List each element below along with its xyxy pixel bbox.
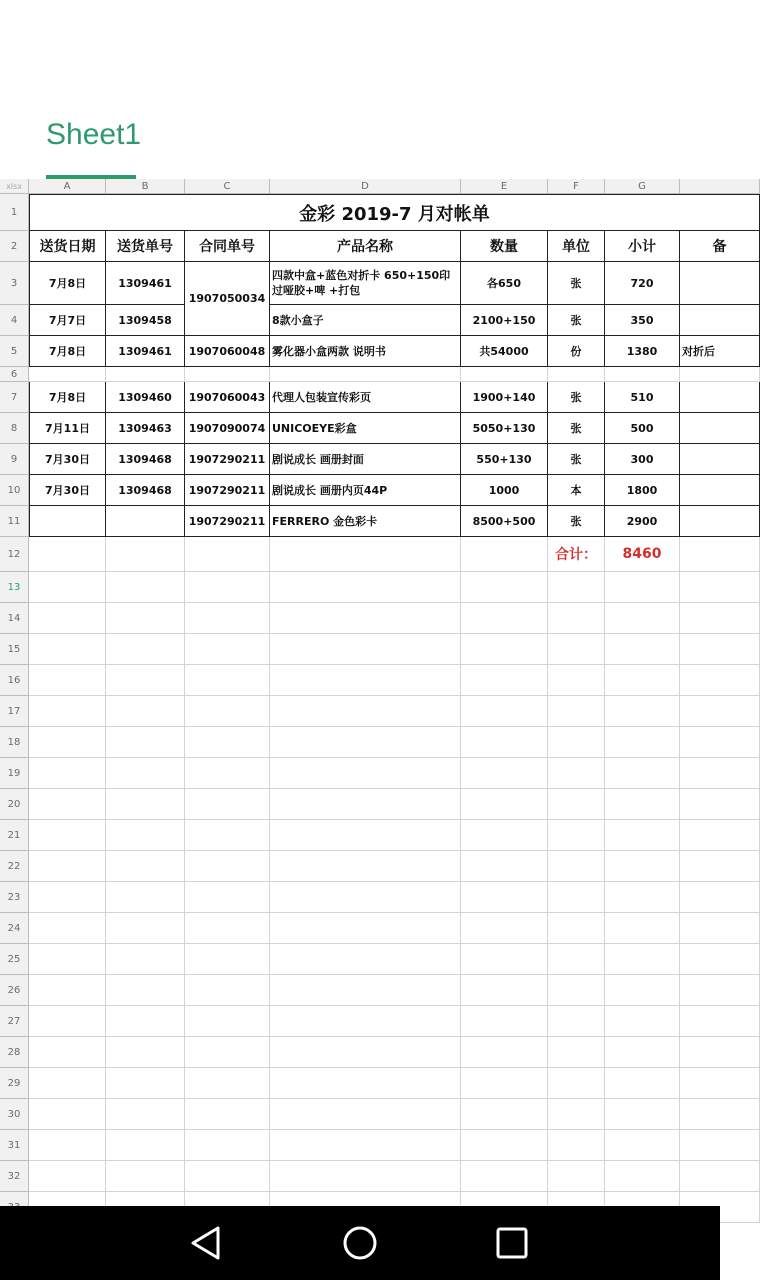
empty-cell[interactable] xyxy=(270,820,461,851)
column-header[interactable]: D xyxy=(270,179,461,194)
date-cell[interactable]: 7月8日 xyxy=(29,262,106,305)
empty-cell[interactable] xyxy=(29,851,106,882)
qty-cell[interactable]: 1000 xyxy=(461,475,548,506)
empty-cell[interactable] xyxy=(270,882,461,913)
row-header[interactable]: 1 xyxy=(0,194,29,231)
empty-cell[interactable] xyxy=(680,1130,760,1161)
total-label[interactable]: 合计： xyxy=(548,537,605,572)
empty-cell[interactable] xyxy=(461,1161,548,1192)
empty-cell[interactable] xyxy=(106,665,185,696)
empty-cell[interactable] xyxy=(680,603,760,634)
empty-cell[interactable] xyxy=(29,1099,106,1130)
row-header[interactable]: 23 xyxy=(0,882,29,913)
empty-cell[interactable] xyxy=(680,820,760,851)
empty-cell[interactable] xyxy=(461,975,548,1006)
empty-cell[interactable] xyxy=(106,851,185,882)
empty-cell[interactable] xyxy=(270,851,461,882)
empty-cell[interactable] xyxy=(29,789,106,820)
unit-cell[interactable]: 张 xyxy=(548,262,605,305)
column-header[interactable]: C xyxy=(185,179,270,194)
empty-cell[interactable] xyxy=(680,665,760,696)
empty-cell[interactable] xyxy=(605,944,680,975)
empty-cell[interactable] xyxy=(548,1037,605,1068)
spreadsheet-grid[interactable] xyxy=(0,179,727,1206)
row-header[interactable]: 24 xyxy=(0,913,29,944)
column-header[interactable]: A xyxy=(29,179,106,194)
column-header[interactable]: E xyxy=(461,179,548,194)
product-cell[interactable]: 8款小盒子 xyxy=(270,305,461,336)
back-triangle-icon[interactable] xyxy=(186,1223,226,1263)
empty-cell[interactable] xyxy=(605,1068,680,1099)
row-header[interactable]: 14 xyxy=(0,603,29,634)
empty-cell[interactable] xyxy=(270,1068,461,1099)
empty-cell[interactable] xyxy=(106,727,185,758)
empty-cell[interactable] xyxy=(461,1130,548,1161)
qty-cell[interactable]: 1900+140 xyxy=(461,382,548,413)
empty-cell[interactable] xyxy=(548,634,605,665)
corner-select-all[interactable]: xlsx xyxy=(0,179,29,194)
empty-cell[interactable] xyxy=(680,537,760,572)
subtotal-cell[interactable]: 2900 xyxy=(605,506,680,537)
empty-cell[interactable] xyxy=(185,1006,270,1037)
subtotal-cell[interactable]: 1380 xyxy=(605,336,680,367)
empty-cell[interactable] xyxy=(29,665,106,696)
sheet-tab-bar xyxy=(0,0,720,180)
empty-cell[interactable] xyxy=(548,789,605,820)
date-cell[interactable]: 7月8日 xyxy=(29,382,106,413)
empty-cell[interactable] xyxy=(106,603,185,634)
empty-cell[interactable] xyxy=(106,572,185,603)
subtotal-cell[interactable]: 300 xyxy=(605,444,680,475)
empty-cell[interactable] xyxy=(548,696,605,727)
empty-cell[interactable] xyxy=(106,789,185,820)
empty-cell[interactable] xyxy=(461,758,548,789)
unit-cell[interactable]: 份 xyxy=(548,336,605,367)
qty-cell[interactable]: 550+130 xyxy=(461,444,548,475)
empty-cell[interactable] xyxy=(106,820,185,851)
empty-cell[interactable] xyxy=(605,882,680,913)
contract-no-cell[interactable]: 1907290211 xyxy=(185,475,270,506)
empty-cell[interactable] xyxy=(185,572,270,603)
empty-cell[interactable] xyxy=(106,1068,185,1099)
empty-cell[interactable] xyxy=(461,851,548,882)
empty-cell[interactable] xyxy=(185,696,270,727)
empty-cell[interactable] xyxy=(106,913,185,944)
empty-cell[interactable] xyxy=(680,944,760,975)
row-header[interactable]: 32 xyxy=(0,1161,29,1192)
empty-cell[interactable] xyxy=(605,1006,680,1037)
contract-no-cell[interactable]: 1907290211 xyxy=(185,506,270,537)
empty-cell[interactable] xyxy=(106,975,185,1006)
delivery-no-cell[interactable] xyxy=(106,506,185,537)
column-header[interactable]: F xyxy=(548,179,605,194)
column-header[interactable]: B xyxy=(106,179,185,194)
empty-cell[interactable] xyxy=(548,1161,605,1192)
empty-cell[interactable] xyxy=(270,1130,461,1161)
qty-cell[interactable]: 5050+130 xyxy=(461,413,548,444)
header-unit[interactable]: 单位 xyxy=(548,231,605,262)
empty-cell[interactable] xyxy=(605,1099,680,1130)
empty-cell[interactable] xyxy=(29,1037,106,1068)
empty-cell[interactable] xyxy=(270,572,461,603)
empty-cell[interactable] xyxy=(461,696,548,727)
empty-cell[interactable] xyxy=(461,944,548,975)
row-header[interactable]: 18 xyxy=(0,727,29,758)
empty-cell[interactable] xyxy=(461,820,548,851)
empty-cell[interactable] xyxy=(106,1006,185,1037)
empty-cell[interactable] xyxy=(680,1068,760,1099)
subtotal-cell[interactable]: 720 xyxy=(605,262,680,305)
empty-cell[interactable] xyxy=(548,820,605,851)
row-header[interactable]: 31 xyxy=(0,1130,29,1161)
empty-cell[interactable] xyxy=(461,789,548,820)
empty-cell[interactable] xyxy=(680,1037,760,1068)
empty-cell[interactable] xyxy=(270,665,461,696)
empty-cell[interactable] xyxy=(106,1099,185,1130)
unit-cell[interactable]: 张 xyxy=(548,413,605,444)
empty-cell[interactable] xyxy=(548,1068,605,1099)
empty-cell[interactable] xyxy=(605,758,680,789)
subtotal-cell[interactable]: 1800 xyxy=(605,475,680,506)
empty-cell[interactable] xyxy=(680,1161,760,1192)
product-cell[interactable]: 四款中盒+蓝色对折卡 650+150印 过哑胶+啤 +打包 xyxy=(270,262,461,305)
note-cell[interactable] xyxy=(680,262,760,305)
empty-cell[interactable] xyxy=(548,944,605,975)
empty-cell[interactable] xyxy=(548,1130,605,1161)
empty-cell[interactable] xyxy=(461,1037,548,1068)
qty-cell[interactable] xyxy=(461,367,548,382)
empty-cell[interactable] xyxy=(185,882,270,913)
qty-cell[interactable]: 各650 xyxy=(461,262,548,305)
contract-no-cell[interactable] xyxy=(185,367,270,382)
header-note[interactable]: 备 xyxy=(680,231,760,262)
row-header[interactable]: 3 xyxy=(0,262,29,305)
delivery-no-cell[interactable]: 1309461 xyxy=(106,336,185,367)
empty-cell[interactable] xyxy=(29,1068,106,1099)
date-cell[interactable]: 7月7日 xyxy=(29,305,106,336)
date-cell[interactable]: 7月8日 xyxy=(29,336,106,367)
delivery-no-cell[interactable]: 1309461 xyxy=(106,262,185,305)
row-header[interactable]: 13 xyxy=(0,572,29,603)
empty-cell[interactable] xyxy=(680,1099,760,1130)
total-value[interactable]: 8460 xyxy=(605,537,680,572)
row-header[interactable]: 25 xyxy=(0,944,29,975)
empty-cell[interactable] xyxy=(680,789,760,820)
product-cell[interactable]: 剧说成长 画册内页44P xyxy=(270,475,461,506)
empty-cell[interactable] xyxy=(270,634,461,665)
empty-cell[interactable] xyxy=(185,634,270,665)
empty-cell[interactable] xyxy=(605,634,680,665)
unit-cell[interactable]: 本 xyxy=(548,475,605,506)
empty-cell[interactable] xyxy=(605,1130,680,1161)
row-header[interactable]: 21 xyxy=(0,820,29,851)
sheet-tab-sheet1[interactable] xyxy=(46,112,141,180)
empty-cell[interactable] xyxy=(548,913,605,944)
note-cell[interactable] xyxy=(680,444,760,475)
date-cell[interactable] xyxy=(29,367,106,382)
empty-cell[interactable] xyxy=(185,603,270,634)
empty-cell[interactable] xyxy=(605,1037,680,1068)
empty-cell[interactable] xyxy=(29,820,106,851)
qty-cell[interactable]: 8500+500 xyxy=(461,506,548,537)
empty-cell[interactable] xyxy=(461,882,548,913)
row-header[interactable]: 5 xyxy=(0,336,29,367)
delivery-no-cell[interactable] xyxy=(106,367,185,382)
empty-cell[interactable] xyxy=(270,696,461,727)
empty-cell[interactable] xyxy=(185,1130,270,1161)
sheet-tab-label: Sheet1 xyxy=(46,118,142,151)
empty-cell[interactable] xyxy=(548,727,605,758)
row-header[interactable]: 30 xyxy=(0,1099,29,1130)
empty-cell[interactable] xyxy=(605,727,680,758)
row-header[interactable]: 27 xyxy=(0,1006,29,1037)
row-header[interactable]: 4 xyxy=(0,305,29,336)
empty-cell[interactable] xyxy=(270,1161,461,1192)
empty-cell[interactable] xyxy=(29,537,106,572)
empty-cell[interactable] xyxy=(106,1130,185,1161)
row-header[interactable]: 19 xyxy=(0,758,29,789)
empty-cell[interactable] xyxy=(605,665,680,696)
empty-cell[interactable] xyxy=(680,572,760,603)
qty-cell[interactable]: 共54000 xyxy=(461,336,548,367)
empty-cell[interactable] xyxy=(270,727,461,758)
date-cell[interactable]: 7月30日 xyxy=(29,444,106,475)
empty-cell[interactable] xyxy=(270,1099,461,1130)
empty-cell[interactable] xyxy=(270,944,461,975)
empty-cell[interactable] xyxy=(185,727,270,758)
empty-cell[interactable] xyxy=(270,789,461,820)
unit-cell[interactable]: 张 xyxy=(548,305,605,336)
empty-cell[interactable] xyxy=(680,975,760,1006)
note-cell[interactable] xyxy=(680,367,760,382)
header-product-name[interactable]: 产品名称 xyxy=(270,231,461,262)
product-cell[interactable]: 代理人包装宣传彩页 xyxy=(270,382,461,413)
contract-no-cell[interactable]: 1907090074 xyxy=(185,413,270,444)
empty-cell[interactable] xyxy=(680,913,760,944)
empty-cell[interactable] xyxy=(29,603,106,634)
empty-cell[interactable] xyxy=(605,820,680,851)
empty-cell[interactable] xyxy=(29,975,106,1006)
product-cell[interactable]: 雾化器小盒两款 说明书 xyxy=(270,336,461,367)
empty-cell[interactable] xyxy=(270,1006,461,1037)
header-contract-no[interactable]: 合同单号 xyxy=(185,231,270,262)
empty-cell[interactable] xyxy=(270,975,461,1006)
empty-cell[interactable] xyxy=(548,1006,605,1037)
empty-cell[interactable] xyxy=(29,634,106,665)
empty-cell[interactable] xyxy=(605,913,680,944)
empty-cell[interactable] xyxy=(106,696,185,727)
empty-cell[interactable] xyxy=(185,758,270,789)
note-cell[interactable] xyxy=(680,506,760,537)
empty-cell[interactable] xyxy=(29,572,106,603)
empty-cell[interactable] xyxy=(680,696,760,727)
delivery-no-cell[interactable]: 1309468 xyxy=(106,444,185,475)
empty-cell[interactable] xyxy=(680,882,760,913)
empty-cell[interactable] xyxy=(680,851,760,882)
row-header[interactable]: 16 xyxy=(0,665,29,696)
header-quantity[interactable]: 数量 xyxy=(461,231,548,262)
empty-cell[interactable] xyxy=(106,634,185,665)
empty-cell[interactable] xyxy=(106,882,185,913)
empty-cell[interactable] xyxy=(461,1099,548,1130)
empty-cell[interactable] xyxy=(270,913,461,944)
empty-cell[interactable] xyxy=(106,537,185,572)
empty-cell[interactable] xyxy=(605,572,680,603)
empty-cell[interactable] xyxy=(185,789,270,820)
empty-cell[interactable] xyxy=(185,851,270,882)
header-delivery-no[interactable]: 送货单号 xyxy=(106,231,185,262)
empty-cell[interactable] xyxy=(461,603,548,634)
row-header[interactable]: 29 xyxy=(0,1068,29,1099)
empty-cell[interactable] xyxy=(461,913,548,944)
subtotal-cell[interactable]: 510 xyxy=(605,382,680,413)
empty-cell[interactable] xyxy=(185,820,270,851)
empty-cell[interactable] xyxy=(270,758,461,789)
empty-cell[interactable] xyxy=(29,944,106,975)
product-cell[interactable] xyxy=(270,367,461,382)
empty-cell[interactable] xyxy=(548,882,605,913)
row-header[interactable]: 7 xyxy=(0,382,29,413)
empty-cell[interactable] xyxy=(29,1006,106,1037)
row-header[interactable]: 6 xyxy=(0,367,29,382)
note-cell[interactable] xyxy=(680,413,760,444)
empty-cell[interactable] xyxy=(185,944,270,975)
empty-cell[interactable] xyxy=(29,758,106,789)
delivery-no-cell[interactable]: 1309463 xyxy=(106,413,185,444)
header-subtotal[interactable]: 小计 xyxy=(605,231,680,262)
empty-cell[interactable] xyxy=(185,1068,270,1099)
unit-cell[interactable]: 张 xyxy=(548,444,605,475)
sheet-title[interactable]: 金彩 2019-7 月对帐单 xyxy=(29,194,760,231)
empty-cell[interactable] xyxy=(548,975,605,1006)
row-header[interactable]: 10 xyxy=(0,475,29,506)
unit-cell[interactable]: 张 xyxy=(548,506,605,537)
empty-cell[interactable] xyxy=(548,603,605,634)
column-header[interactable] xyxy=(680,179,760,194)
row-header[interactable]: 22 xyxy=(0,851,29,882)
empty-cell[interactable] xyxy=(680,634,760,665)
empty-cell[interactable] xyxy=(29,1130,106,1161)
note-cell[interactable]: 对折后 xyxy=(680,336,760,367)
empty-cell[interactable] xyxy=(461,1068,548,1099)
delivery-no-cell[interactable]: 1309468 xyxy=(106,475,185,506)
empty-cell[interactable] xyxy=(29,696,106,727)
product-cell[interactable]: 剧说成长 画册封面 xyxy=(270,444,461,475)
empty-cell[interactable] xyxy=(461,537,548,572)
empty-cell[interactable] xyxy=(605,851,680,882)
qty-cell[interactable]: 2100+150 xyxy=(461,305,548,336)
row-header[interactable]: 2 xyxy=(0,231,29,262)
empty-cell[interactable] xyxy=(461,572,548,603)
date-cell[interactable] xyxy=(29,506,106,537)
empty-cell[interactable] xyxy=(185,1161,270,1192)
empty-cell[interactable] xyxy=(185,1037,270,1068)
contract-no-cell[interactable]: 1907050034 xyxy=(185,262,270,336)
delivery-no-cell[interactable]: 1309458 xyxy=(106,305,185,336)
note-cell[interactable] xyxy=(680,382,760,413)
empty-cell[interactable] xyxy=(461,634,548,665)
empty-cell[interactable] xyxy=(29,913,106,944)
home-circle-icon[interactable] xyxy=(340,1223,380,1263)
empty-cell[interactable] xyxy=(548,572,605,603)
empty-cell[interactable] xyxy=(461,1006,548,1037)
row-header[interactable]: 26 xyxy=(0,975,29,1006)
empty-cell[interactable] xyxy=(106,1161,185,1192)
empty-cell[interactable] xyxy=(185,913,270,944)
empty-cell[interactable] xyxy=(270,603,461,634)
note-cell[interactable] xyxy=(680,305,760,336)
row-header[interactable]: 9 xyxy=(0,444,29,475)
empty-cell[interactable] xyxy=(680,1006,760,1037)
empty-cell[interactable] xyxy=(29,727,106,758)
row-header[interactable]: 11 xyxy=(0,506,29,537)
column-header[interactable]: G xyxy=(605,179,680,194)
system-nav-bar xyxy=(0,1206,720,1280)
subtotal-cell[interactable]: 500 xyxy=(605,413,680,444)
contract-no-cell[interactable]: 1907060048 xyxy=(185,336,270,367)
empty-cell[interactable] xyxy=(29,1161,106,1192)
note-cell[interactable] xyxy=(680,475,760,506)
recents-square-icon[interactable] xyxy=(492,1223,532,1263)
date-cell[interactable]: 7月30日 xyxy=(29,475,106,506)
empty-cell[interactable] xyxy=(461,727,548,758)
empty-cell[interactable] xyxy=(185,665,270,696)
empty-cell[interactable] xyxy=(605,789,680,820)
empty-cell[interactable] xyxy=(605,603,680,634)
empty-cell[interactable] xyxy=(29,882,106,913)
empty-cell[interactable] xyxy=(548,1099,605,1130)
empty-cell[interactable] xyxy=(680,727,760,758)
empty-cell[interactable] xyxy=(680,758,760,789)
contract-no-cell[interactable]: 1907290211 xyxy=(185,444,270,475)
row-header[interactable]: 20 xyxy=(0,789,29,820)
empty-cell[interactable] xyxy=(185,1099,270,1130)
unit-cell[interactable]: 张 xyxy=(548,382,605,413)
contract-no-cell[interactable]: 1907060043 xyxy=(185,382,270,413)
row-header[interactable]: 8 xyxy=(0,413,29,444)
row-header[interactable]: 28 xyxy=(0,1037,29,1068)
empty-cell[interactable] xyxy=(605,1161,680,1192)
header-delivery-date[interactable]: 送货日期 xyxy=(29,231,106,262)
subtotal-cell[interactable]: 350 xyxy=(605,305,680,336)
empty-cell[interactable] xyxy=(185,537,270,572)
empty-cell[interactable] xyxy=(185,975,270,1006)
row-header[interactable]: 12 xyxy=(0,537,29,572)
empty-cell[interactable] xyxy=(605,975,680,1006)
empty-cell[interactable] xyxy=(548,851,605,882)
empty-cell[interactable] xyxy=(106,1037,185,1068)
empty-cell[interactable] xyxy=(270,537,461,572)
product-cell[interactable]: UNICOEYE彩盒 xyxy=(270,413,461,444)
row-header[interactable]: 17 xyxy=(0,696,29,727)
row-header[interactable]: 15 xyxy=(0,634,29,665)
empty-cell[interactable] xyxy=(461,665,548,696)
empty-cell[interactable] xyxy=(106,944,185,975)
empty-cell[interactable] xyxy=(270,1037,461,1068)
unit-cell[interactable] xyxy=(548,367,605,382)
empty-cell[interactable] xyxy=(548,758,605,789)
delivery-no-cell[interactable]: 1309460 xyxy=(106,382,185,413)
subtotal-cell[interactable] xyxy=(605,367,680,382)
empty-cell[interactable] xyxy=(548,665,605,696)
empty-cell[interactable] xyxy=(106,758,185,789)
date-cell[interactable]: 7月11日 xyxy=(29,413,106,444)
product-cell[interactable]: FERRERO 金色彩卡 xyxy=(270,506,461,537)
empty-cell[interactable] xyxy=(605,696,680,727)
